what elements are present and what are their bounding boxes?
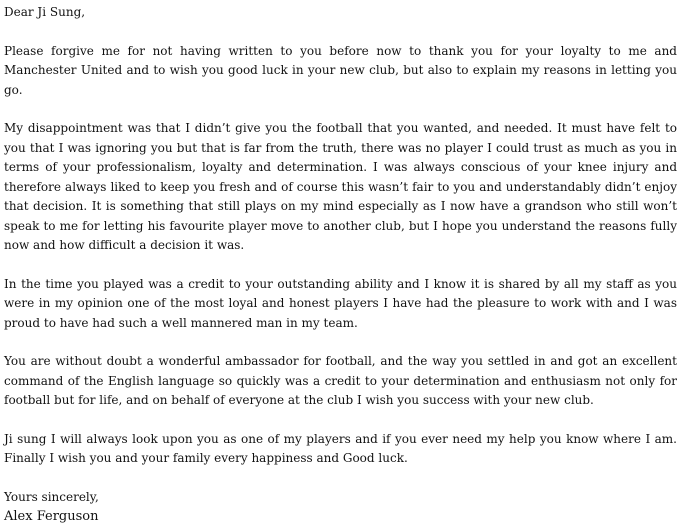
signature: Alex Ferguson (4, 509, 99, 524)
paragraph-apology: Please forgive me for not having written to you before now to thank you for your loyalty to me and Manchester United and to wish you good luck in your new club, but also to explain my reasons in letting you go. (4, 43, 677, 97)
paragraph-farewell: Ji sung I will always look upon you as one of my players and if you ever need my help you know where I am. Finally I wish you and your family every happiness and Good luck. (4, 431, 677, 465)
salutation: Dear Ji Sung, (4, 5, 86, 19)
letter-body (4, 3, 677, 527)
paragraph-credit: In the time you played was a credit to your outstanding ability and I know it is shared by all my staff as you were in my opinion one of the most loyal and honest players I have had the pleasure to work with and I was proud to have had such a well mannered man in my team. (4, 276, 677, 330)
paragraph-ambassador: You are without doubt a wonderful ambassador for football, and the way you settled in and got an excellent command of the English language so quickly was a credit to your determination and enthusiasm not only for football but for life, and on behalf of everyone at the club I wish you success with your new club. (4, 354, 677, 407)
paragraph-disappointment: My disappointment was that I didn’t give you the football that you wanted, and needed. It must have felt to you that I was ignoring you but that is far from the truth, there was no player I could trust as much as you in terms of your professionalism, loyalty and determination. I was always conscious of your knee injury and therefore always liked to keep you fresh and of course this wasn’t fair to you and understandably didn’t enjoy that decision. It is something that still plays on my mind especially as I now have a grandson who still won’t speak to me for letting his favourite player move to another club, but I hope you understand the reasons fully now and how difficult a decision it was. (4, 121, 677, 252)
closing: Yours sincerely, (4, 489, 99, 504)
